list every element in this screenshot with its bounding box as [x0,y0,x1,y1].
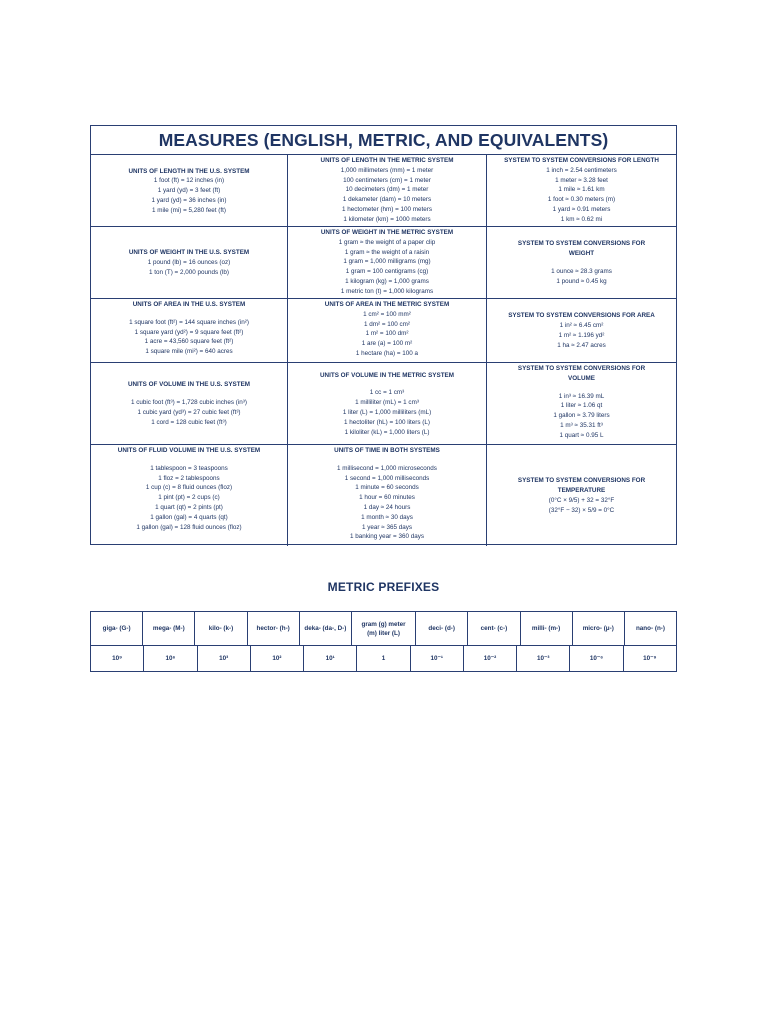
conversion-line: 1 gallon (gal) = 128 fluid ounces (floz) [136,523,242,531]
prefix-name-cell: gram (g) meter (m) liter (L) [352,612,416,645]
measures-cell-metric [288,445,487,546]
conversion-line: 1 gram ≈ the weight of a raisin [344,248,430,256]
conversion-line: 1 banking year = 360 days [349,533,425,541]
prefix-value-cell: 10³ [198,646,251,671]
measures-cell-conv [487,445,676,546]
cell-heading: UNITS OF AREA IN THE METRIC SYSTEM [324,301,450,308]
conversion-line: 1 in³ ≈ 16.39 mL [558,392,605,400]
conversion-line: 1 floz = 2 tablespoons [158,474,220,482]
conversion-line: 1 ounce ≈ 28.3 grams [551,268,612,275]
conversion-line: 1 m³ ≈ 35.31 ft³ [560,421,603,429]
conversion-line: 1 cord = 128 cubic feet (ft³) [151,418,227,426]
measures-body [91,155,676,546]
conversion-line: 1 are (a) = 100 m² [361,340,413,348]
conversion-line: 1 second = 1,000 milliseconds [344,474,430,482]
measures-row [91,445,676,546]
conversion-line: 1 pound (lb) = 16 ounces (oz) [147,259,231,267]
prefix-name-cell: nano- (n-) [635,625,665,632]
conversion-line: 1 hectare (ha) = 100 a [355,349,419,357]
conversion-line: 1 pint (pt) = 2 cups (c) [158,494,220,502]
prefix-name-cell: giga- (G-) [91,612,143,645]
conversion-line: 1 month ≈ 30 days [361,513,413,521]
conversion-line: 1 cubic yard (yd³) = 27 cubic feet (ft³) [137,409,241,416]
cell-heading: UNITS OF TIME IN BOTH SYSTEMS [334,447,440,454]
conversion-line: 100 centimeters (cm) = 1 meter [343,176,431,184]
conversion-line: 1 kiloliter (kL) = 1,000 liters (L) [344,428,430,436]
conversion-line: 1 cup (c) = 8 fluid ounces (floz) [145,484,233,492]
cell-heading: UNITS OF VOLUME IN THE METRIC SYSTEM [320,371,454,379]
conversion-line: 1 square yard (yd²) = 9 square feet (ft²) [134,328,244,336]
conversion-line: 1 liter ≈ 1.06 qt [560,402,603,410]
prefix-name-cell: cent- (c-) [468,612,520,645]
prefix-value-cell: 10⁻³ [517,646,570,671]
conversion-line: 1 m² = 100 dm² [365,330,409,338]
prefix-names-row [91,612,676,646]
conversion-line: 1 cm² = 100 mm² [363,310,411,318]
cell-heading: UNITS OF WEIGHT IN THE U.S. SYSTEM [128,249,250,257]
prefix-value-cell: 10² [251,646,304,671]
conversion-line: 1 quart ≈ 0.95 L [559,431,604,439]
prefix-name-cell: hector- (h-) [248,612,300,645]
conversion-line: 1 liter (L) = 1,000 milliliters (mL) [342,409,432,416]
conversion-line: 1 mile (mi) = 5,280 feet (ft) [151,206,226,214]
cell-heading: SYSTEM TO SYSTEM CONVERSIONS FOR VOLUME [517,365,646,382]
measures-row [91,363,676,445]
cell-heading: UNITS OF VOLUME IN THE U.S. SYSTEM [127,381,251,389]
conversion-line: 1 foot (ft) = 12 inches (in) [153,177,225,185]
conversion-line: 1 in² ≈ 6.45 cm² [559,322,604,330]
conversion-line: 1 tablespoon = 3 teaspoons [150,464,228,472]
conversion-line: 1 year ≈ 365 days [361,523,412,531]
cell-heading: UNITS OF LENGTH IN THE METRIC SYSTEM [320,157,454,164]
conversion-line: 1 yard (yd) = 3 feet (ft) [157,187,221,195]
conversion-line: 1 mile ≈ 1.61 km [558,186,605,194]
conversion-line: 1 m² ≈ 1.196 yd² [558,332,605,339]
conversion-line: (32°F − 32) × 5/9 = 0°C [548,506,615,514]
conversion-line: 1 pound ≈ 0.45 kg [556,277,607,285]
conversion-line: 1 gram = 100 centigrams (cg) [345,268,429,276]
conversion-line: 1 dm² = 100 cm² [363,320,411,328]
conversion-line: 1 gallon (gal) = 4 quarts (qt) [150,513,228,521]
conversion-line: 1 minute = 60 seconds [355,484,419,492]
conversion-line: 1 meter ≈ 3.28 feet [555,176,608,184]
conversion-line: 1 square foot (ft²) = 144 square inches (in²) [129,318,249,326]
conversion-line: 1 milliliter (mL) = 1 cm³ [355,399,419,407]
prefix-value-cell: 1 [357,646,410,671]
conversion-line: 10 decimeters (dm) = 1 meter [345,186,429,194]
conversion-line: 1 gram ≈ the weight of a paper clip [338,238,436,246]
measures-cell-metric [288,363,487,444]
conversion-line: 1,000 millimeters (mm) = 1 meter [340,166,434,174]
conversion-line: (0°C × 9/5) + 32 = 32°F [548,497,615,504]
conversion-line: 1 hectoliter (hL) = 100 liters (L) [344,418,430,426]
conversion-line: 1 gallon ≈ 3.79 liters [553,412,610,420]
conversion-line: 1 kilometer (km) = 1000 meters [343,215,431,223]
measures-cell-conv [487,363,676,444]
conversion-line: 1 dekameter (dam) = 10 meters [342,196,432,204]
metric-prefixes-heading: METRIC PREFIXES [327,580,440,594]
conversion-line: 1 square mile (mi²) = 640 acres [145,348,233,356]
cell-heading: UNITS OF AREA IN THE U.S. SYSTEM [132,301,246,308]
prefix-name-cell: milli- (m-) [521,612,573,645]
metric-prefixes-table [90,611,677,672]
measures-row [91,227,676,299]
conversion-line: 1 hectometer (hm) = 100 meters [341,205,433,213]
conversion-line: 1 yard (yd) = 36 inches (in) [151,196,227,204]
measures-cell-metric [288,155,487,226]
measures-row [91,299,676,363]
cell-heading: UNITS OF LENGTH IN THE U.S. SYSTEM [128,167,250,175]
prefix-value-cell: 10⁻⁹ [643,655,657,662]
prefix-name-cell: deka- (da-, D-) [300,612,352,645]
measures-cell-us [91,299,288,362]
conversion-line: 1 foot ≈ 0.30 meters (m) [547,196,616,204]
cell-heading: SYSTEM TO SYSTEM CONVERSIONS FOR LENGTH [504,157,659,164]
measures-cell-metric [288,227,487,298]
conversion-line: 1 ton (T) = 2,000 pounds (lb) [149,268,229,276]
prefix-name-cell: mega- (M-) [143,612,195,645]
measures-row [91,155,676,227]
prefix-values-row [91,646,676,671]
conversion-line: 1 metric ton (t) = 1,000 kilograms [340,287,434,295]
conversion-line: 1 millisecond = 1,000 microseconds [337,464,437,472]
measures-cell-conv [487,299,676,362]
cell-heading: UNITS OF FLUID VOLUME IN THE U.S. SYSTEM [117,447,261,454]
measures-cell-metric [288,299,487,362]
prefix-name-cell: kilo- (k-) [195,612,247,645]
conversion-line: 1 day ≈ 24 hours [363,503,411,511]
prefix-value-cell: 10⁹ [91,646,144,671]
cell-heading: SYSTEM TO SYSTEM CONVERSIONS FOR TEMPERATURE [517,477,646,495]
measures-cell-us [91,445,288,546]
conversion-line: 1 hour = 60 minutes [359,494,415,502]
measures-cell-us [91,363,288,444]
prefix-value-cell: 10⁻² [464,646,517,671]
conversion-line: 1 km ≈ 0.62 mi [560,215,603,223]
measures-cell-us [91,155,288,226]
conversion-line: 1 cubic foot (ft³) = 1,728 cubic inches (in³) [130,399,248,407]
conversion-line: 1 ha ≈ 2.47 acres [557,341,606,349]
prefix-value-cell: 10¹ [304,646,357,671]
conversion-line: 1 inch = 2.54 centimeters [546,166,617,174]
prefix-value-cell: 10⁻¹ [411,646,464,671]
measures-cell-conv [487,155,676,226]
conversion-line: 1 yard ≈ 0.91 meters [552,205,611,213]
prefix-value-cell: 10⁶ [144,646,197,671]
prefix-value-cell: 10⁻⁶ [570,646,623,671]
cell-heading: UNITS OF WEIGHT IN THE METRIC SYSTEM [320,229,454,236]
prefix-name-cell: micro- (μ-) [573,612,625,645]
measures-title: MEASURES (ENGLISH, METRIC, AND EQUIVALENTS) [91,126,676,155]
measures-cell-conv [487,227,676,298]
cell-heading: SYSTEM TO SYSTEM CONVERSIONS FOR WEIGHT [517,240,646,258]
prefix-name-cell: deci- (d-) [416,612,468,645]
conversion-line: 1 gram = 1,000 milligrams (mg) [343,258,431,266]
measures-cell-us [91,227,288,298]
conversion-line: 1 cc = 1 cm³ [369,389,405,397]
conversion-line: 1 kilogram (kg) = 1,000 grams [345,277,429,285]
conversion-line: 1 quart (qt) = 2 pints (pt) [155,503,223,511]
conversion-line: 1 acre = 43,560 square feet (ft²) [144,338,234,346]
cell-heading: SYSTEM TO SYSTEM CONVERSIONS FOR AREA [508,312,655,320]
measures-table [90,125,677,545]
